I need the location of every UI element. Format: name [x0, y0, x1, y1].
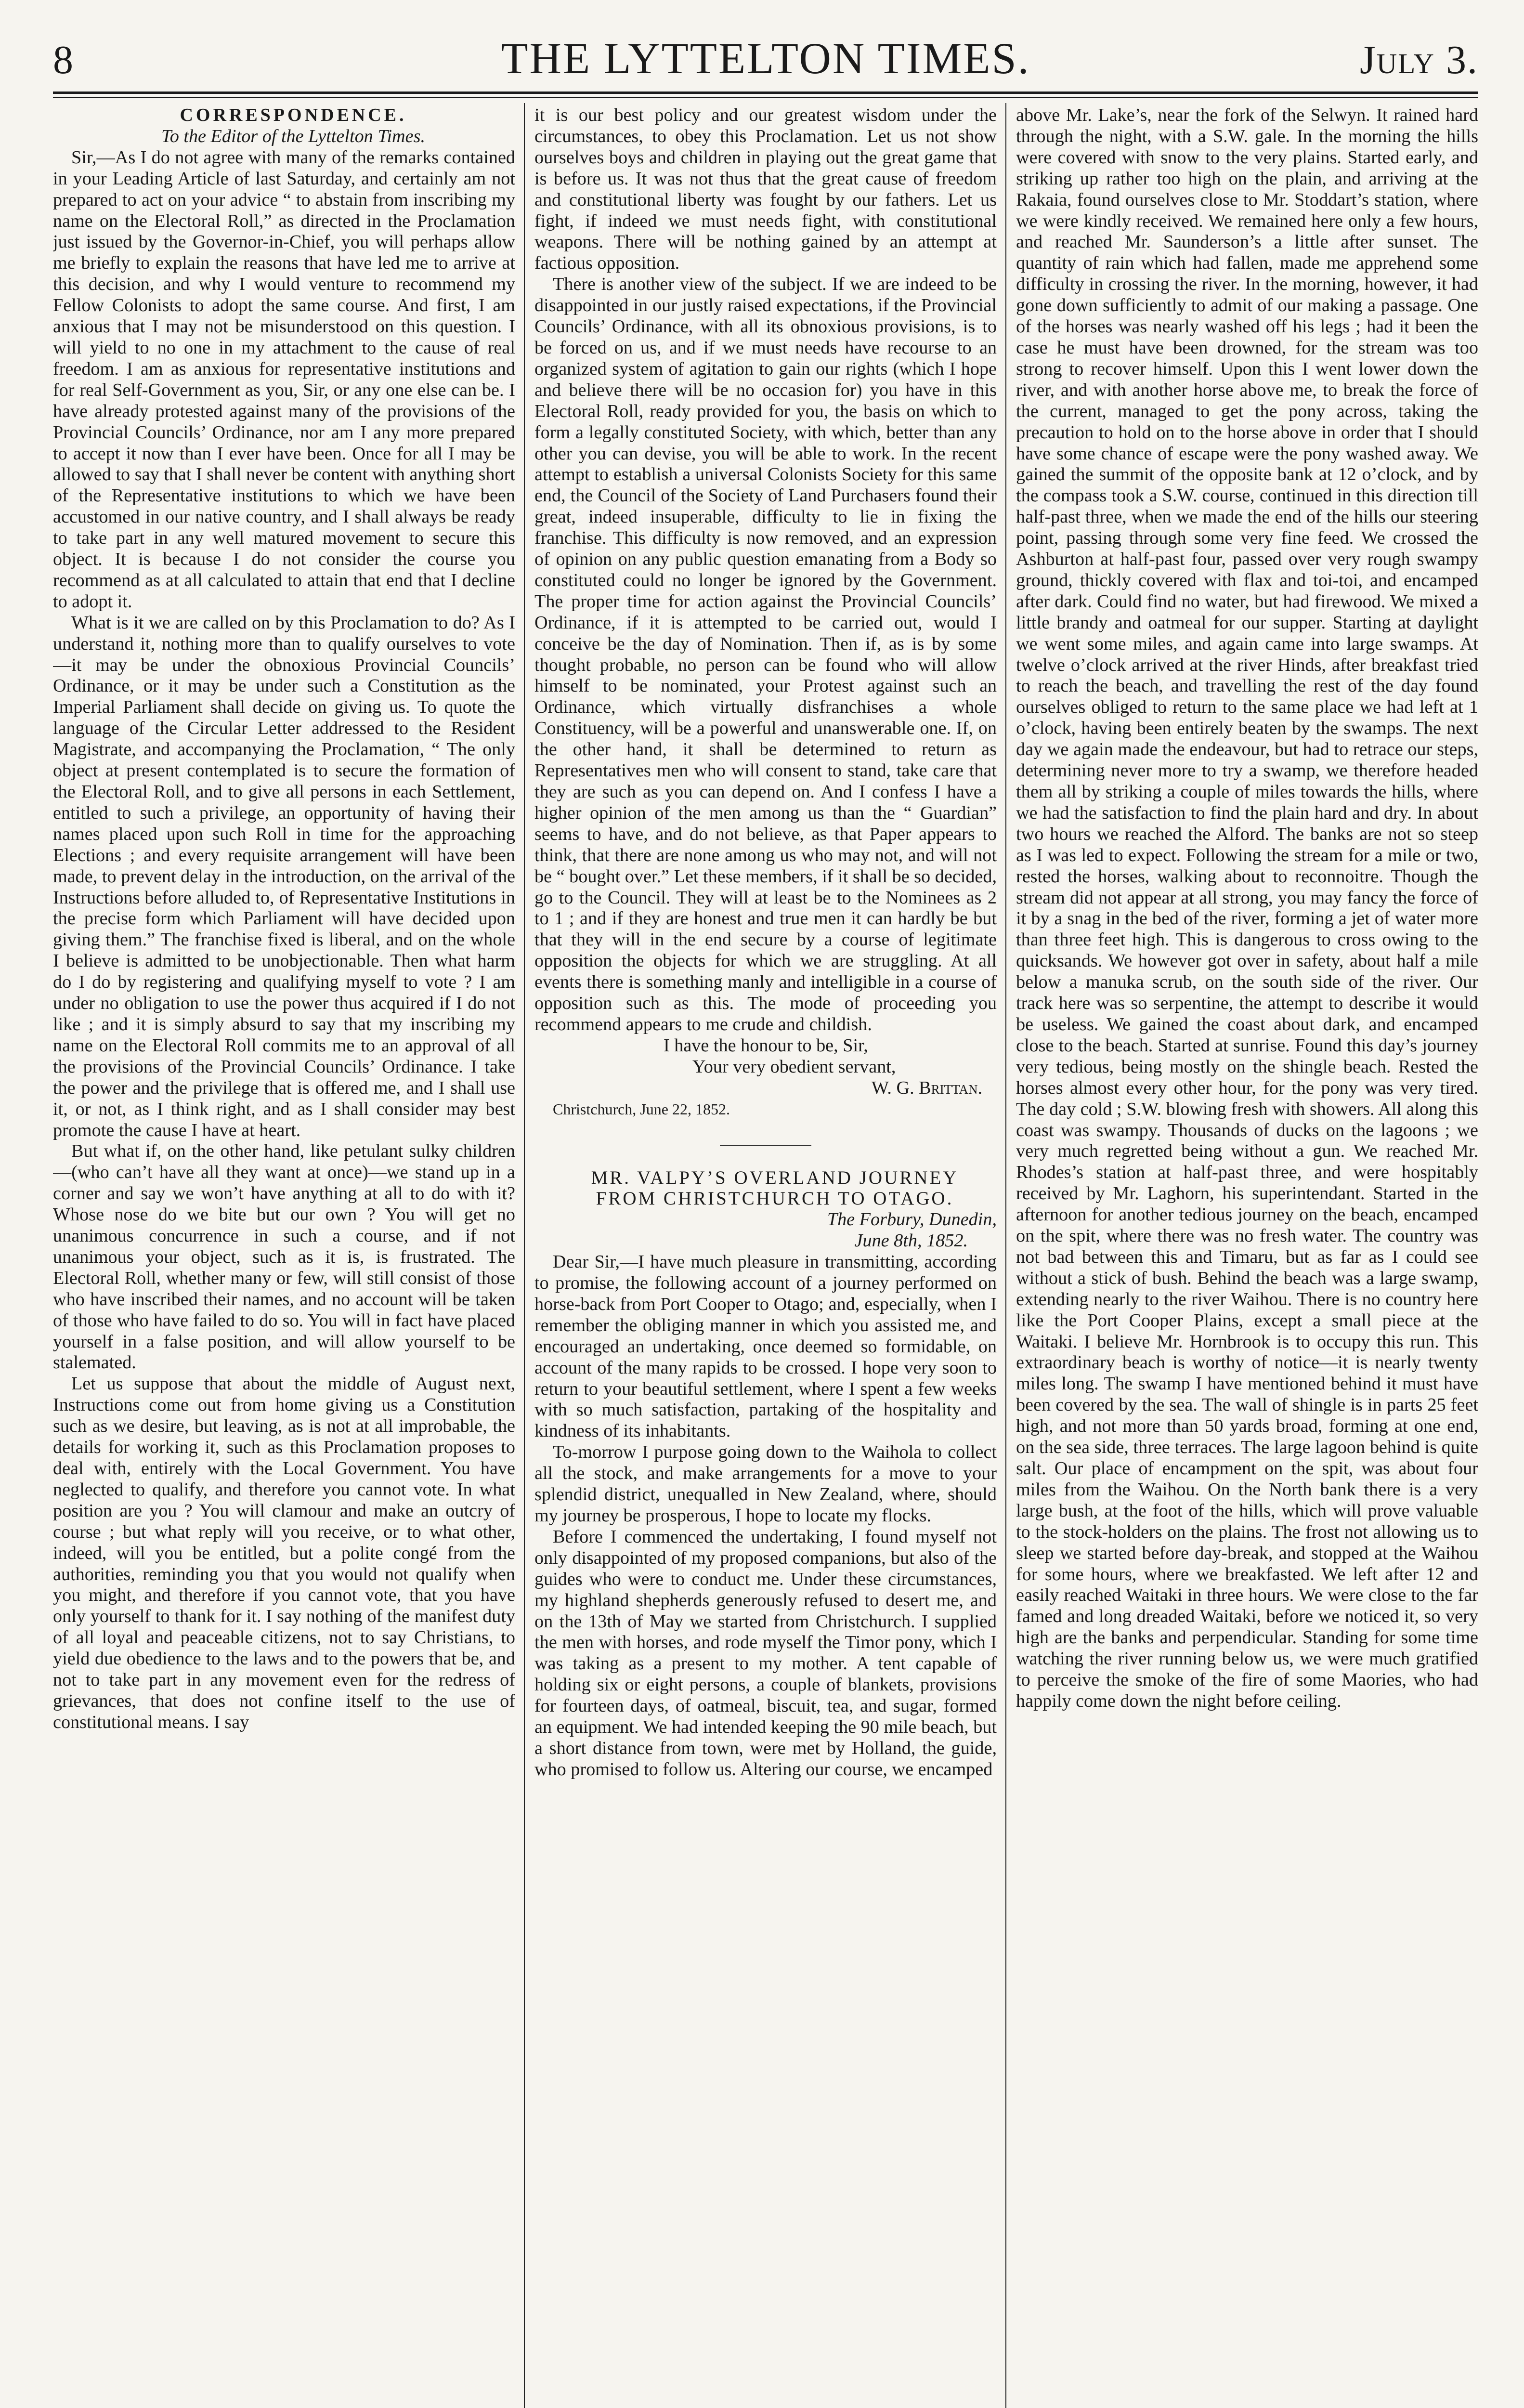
page-number: 8 — [53, 38, 73, 82]
letter-closing: Your very obedient servant, — [692, 1056, 896, 1077]
letter-paragraph: But what if, on the other hand, like petulant sulky children—(who can’t have all they want at once)—we stand up in a corner and say we won’t have anything at all to do with it? Whose nose do we bite but our own ? You will get no unanimous concurrence in such a course, and if not unanimous your object, such as it is, is frustrated. The Electoral Roll, whether many or few, will still consist of those who have inscribed their names, and no account will be taken of those who have failed to do so. You will in fact have placed yourself in a false position, and will allow yourself to be stalemated. — [53, 1141, 515, 1373]
letter-addressee: To the Editor of the Lyttelton Times. — [161, 126, 425, 146]
column-1 — [53, 105, 515, 2408]
article-paragraph: To-morrow I purpose going down to the Waihola to collect all the stock, and make arrangements for a move to your splendid district, unequalled in New Zealand, where, should my journey be prosperous, I hope to locate my flocks. — [534, 1442, 997, 1526]
newspaper-title: THE LYTTELTON TIMES. — [501, 34, 1030, 83]
section-heading: CORRESPONDENCE. — [180, 105, 407, 125]
letter-paragraph: it is our best policy and our greatest wisdom under the circumstances, to obey this Proclamation. Let us not show ourselves boys and children in playing out the great game that is before us. It was not thus that the great cause of freedom and constitutional liberty was fought by our fathers. Let us fight, if indeed we must needs fight, with constitutional weapons. There will be nothing gained by an attempt at factious opposition. — [534, 105, 997, 274]
masthead-rule-thin — [53, 97, 1478, 98]
article-paragraph: Before I commenced the undertaking, I found myself not only disappointed of my proposed companions, but also of the guides who were to conduct me. Under these circumstances, my highland shepherds generously refused to desert me, and on the 13th of May we started from Christchurch. I supplied the men with horses, and rode myself the Timor pony, which I was taking as a present to my mother. A tent capable of holding six or eight persons, a couple of blankets, provisions for fourteen days, of oatmeal, biscuit, tea, and sugar, formed an equipment. We had intended keeping the 90 mile beach, but a short distance from town, were met by Holland, the guide, who promised to follow us. Altering our course, we encamped — [534, 1526, 997, 1780]
column-2 — [534, 105, 997, 2408]
article-heading: MR. VALPY’S OVERLAND JOURNEY — [591, 1167, 959, 1188]
article-separator — [720, 1145, 811, 1146]
masthead — [53, 33, 1478, 86]
letter-paragraph: Sir,—As I do not agree with many of the remarks contained in your Leading Article of last Saturday, and certainly am not prepared to act on your advice “ to abstain from inscribing my name on the Electoral Roll,” as directed in the Proclamation just issued by the Governor-in-Chief, you will perhaps allow me briefly to explain the reasons that have led me to arrive at this decision, and why I would venture to recommend my Fellow Colonists to adopt the same course. And first, I am anxious that I may not be misunderstood on this question. I will yield to no one in my attachment to the cause of real freedom. I am as anxious for representative institutions and for real Self-Government as you, Sir, or any one else can be. I have already protested against many of the provisions of the Provincial Councils’ Ordinance, nor am I any more prepared to accept it now than I ever have been. Once for all I may be allowed to say that I shall never be content with anything short of the Representative institutions to which we have been accustomed in our native country, and I shall always be ready to take part in any well matured movement to secure this object. It is because I do not consider the course you recommend as at all calculated to attain that end that I decline to adopt it. — [53, 147, 515, 612]
letter-signature: W. G. Brittan. — [871, 1077, 982, 1098]
column-divider — [524, 103, 525, 2408]
article-paragraph: above Mr. Lake’s, near the fork of the Selwyn. It rained hard through the night, with a S.W. gale. In the morning the hills were covered with snow to the very plains. Started early, and striking up rather too high on the plain, and arriving at the Rakaia, found ourselves close to Mr. Stoddart’s station, where we were kindly received. We remained here only a few hours, and reached Mr. Saunderson’s a little after sunset. The quantity of rain which had fallen, made me apprehend some difficulty in crossing the river. In the morning, however, it had gone down sufficiently to admit of our making a passage. One of the horses was nearly washed off his legs ; had it been the case he must have been drowned, for the stream was too strong to recover himself. Upon this I went lower down the river, and with another horse above me, to break the force of the current, managed to get the pony across, taking the precaution to hold on to the horse above in order that I should have some chance of escape were the pony washed away. We gained the summit of the opposite bank at 12 o’clock, and by the compass took a S.W. course, continued in this direction till half-past three, when we made the end of the hills our steering point, passing through some very fine feed. We crossed the Ashburton at half-past four, passed over very rough swampy ground, thickly covered with flax and toi-toi, and encamped after dark. Could find no water, but had firewood. We mixed a little brandy and oatmeal for our supper. Starting at daylight we went some miles, and again came into large swamps. At twelve o’clock arrived at the river Hinds, after breakfast tried to reach the beach, and travelling the rest of the day found ourselves obliged to return to the same place we had left at 1 o’clock, having been entirely beaten by the swamps. The next day we again made the endeavour, but had to retrace our steps, determining never more to try a swamp, we therefore headed them all by striking a couple of miles towards the hills, where we had the satisfaction to find the plain hard and dry. In about two hours we reached the Alford. The banks are not so steep as I was led to expect. Following the stream for a mile or two, rested the horses, walking about to reconnoitre. Though the stream did not appear at all strong, you may fancy the force of it by a snag in the bed of the river, forming a jet of water more than three feet high. This is dangerous to cross owing to the quicksands. We however got over in safety, about half a mile below a manuka scrub, on the south side of the river. Our track here was so serpentine, the attempt to describe it would be useless. We gained the coast about dark, and encamped close to the beach. Started at sunrise. Found this day’s journey very tedious, being mostly on the shingle beach. Rested the horses almost every other hour, for the pony was very tired. The day cold ; S.W. blowing fresh with showers. All along this coast was swampy. Thousands of ducks on the lagoons ; we very much regretted being without a gun. We reached Mr. Rhodes’s station at half-past three, and were hospitably received by Mr. Laghorn, his superintendant. Started in the afternoon for another tedious journey on the beach, encamped on the spit, where there was no fresh water. The country was not bad between this and Timaru, but as far as I could see without a stick of bush. Behind the beach was a large swamp, extending nearly to the river Waihou. There is no country here like the Port Cooper Plains, except a small piece at the Waitaki. I believe Mr. Hornbrook is to occupy this run. This extraordinary beach is worthy of notice—it is nearly twenty miles long. The swamp I have mentioned behind it must have been covered by the sea. The wall of shingle is in parts 25 feet high, and not more than 50 yards broad, forming at one end, on the sea side, three terraces. The large lagoon behind is quite salt. Our place of encampment on the spit, was about four miles from the Waihou. On the North bank there is a very large bush, at the foot of the hills, which will prove valuable to the stock-holders on the plains. The frost not allowing us to sleep we started before day-break, and stopped at the Waihou for some hours, where we breakfasted. We left after 12 and easily reached Waitaki in three hours. We were close to the far famed and long dreaded Waitaki, before we noticed it, so very high are the banks and perpendicular. Standing for some time watching the river running below us, we were much gratified to perceive the smoke of the fire of some Maories, who had happily come down the night before ceiling. — [1016, 105, 1478, 1711]
article-paragraph: Dear Sir,—I have much pleasure in transmitting, according to promise, the following account of a journey performed on horse-back from Port Cooper to Otago; and, especially, when I remember the obliging manner in which you assisted me, and encouraged an undertaking, once deemed so formidable, on account of the many rapids to be crossed. I hope very soon to return to your beautiful settlement, where I spent a few weeks with so much satisfaction, partaking of the hospitality and kindness of its inhabitants. — [534, 1252, 997, 1441]
column-3 — [1016, 105, 1478, 2408]
masthead-rule-thick — [53, 92, 1478, 94]
article-dateline: June 8th, 1852. — [854, 1230, 968, 1251]
letter-closing: I have the honour to be, Sir, — [664, 1035, 868, 1056]
letter-place-date: Christchurch, June 22, 1852. — [553, 1100, 730, 1118]
letter-paragraph: There is another view of the subject. If we are indeed to be disappointed in our justly raised expectations, if the Provincial Councils’ Ordinance, with all its obnoxious provisions, is to be forced on us, and if we must needs have recourse to an organized system of agitation to gain our rights (which I hope and believe there will be no occasion for) you have in this Electoral Roll, ready provided for you, the basis on which to form a legally constituted Society, with which, better than any other you can devise, you will be able to work. In the recent attempt to establish a universal Colonists Society for this same end, the Council of the Society of Land Purchasers found their great, indeed insuperable, difficulty to lie in fixing the franchise. This difficulty is now removed, and an expression of opinion on any public question emanating from a Body so constituted could no longer be ignored by the Government. The proper time for action against the Provincial Councils’ Ordinance, if it is attempted to be carried out, would I conceive be the day of Nomination. Then if, as is by some thought probable, no person can be found who will allow himself to be nominated, your Protest against such an Ordinance, which virtually disfranchises a whole Constituency, will be a powerful and unanswerable one. If, on the other hand, it shall be determined to return as Representatives men who will consent to stand, take care that they are such as you can depend on. And I confess I have a higher opinion of the men among us than the “ Guardian” seems to have, and do not believe, as that Paper appears to think, that there are none among us who may not, and will not be “ bought over.” Let these members, if it shall be so decided, go to the Council. They will at least be to the Nominees as 2 to 1 ; and if they are honest and true men it can hardly be but that they will in the end secure by a course of legitimate opposition the objects for which we are struggling. At all events there is something manly and intelligible in a course of opposition such as this. The mode of proceeding you recommend appears to me crude and childish. — [534, 274, 997, 1034]
article-dateline: The Forbury, Dunedin, — [827, 1209, 997, 1230]
letter-paragraph: Let us suppose that about the middle of August next, Instructions come out from home giving us a Constitution such as we desire, but leaving, as is not at all improbable, the details for working it, such as this Proclamation proposes to deal with, entirely with the Local Government. You have neglected to qualify, and therefore you cannot vote. In what position are you ? You will clamour and make an outcry of course ; but what reply will you receive, or to what other, indeed, will you be entitled, but a polite congé from the authorities, reminding you that you would not qualify when you might, and therefore if you cannot vote, that you have only yourself to thank for it. I say nothing of the manifest duty of all loyal and peaceable citizens, not to say Christians, to yield due obedience to the laws and to the powers that be, and not to take part in any movement even for the redress of grievances, that does not confine itself to the use of constitutional means. I say — [53, 1374, 515, 1732]
letter-paragraph: What is it we are called on by this Proclamation to do? As I understand it, nothing more than to qualify ourselves to vote—it may be under the obnoxious Provincial Councils’ Ordinance, or it may be under such a Constitution as the Imperial Parliament shall decide on giving us. To quote the language of the Circular Letter addressed to the Resident Magistrate, and accompanying the Proclamation, “ The only object at present contemplated is to secure the formation of the Electoral Roll, and to give all persons in each Settlement, entitled to such a privilege, an opportunity of having their names placed upon such Roll in time for the approaching Elections ; and every requisite arrangement will have been made, to prevent delay in the introduction, on the arrival of the Instructions before alluded to, of Representative Institutions in the precise form which Parliament will have decided upon giving them.” The franchise fixed is liberal, and on the whole I believe is admitted to be unobjectionable. Then what harm do I do by registering and qualifying myself to vote ? I am under no obligation to use the power thus acquired if I do not like ; and it is simply absurd to say that my inscribing my name on the Electoral Roll commits me to an approval of all the provisions of the Provincial Councils’ Ordinance. I take the power and the privilege that is offered me, and I shall use it, or not, as I think right, and as I shall consider may best promote the cause I have at heart. — [53, 612, 515, 1140]
issue-date: July 3. — [1359, 38, 1478, 82]
column-divider — [1005, 103, 1006, 2408]
article-heading: FROM CHRISTCHURCH TO OTAGO. — [596, 1188, 954, 1209]
